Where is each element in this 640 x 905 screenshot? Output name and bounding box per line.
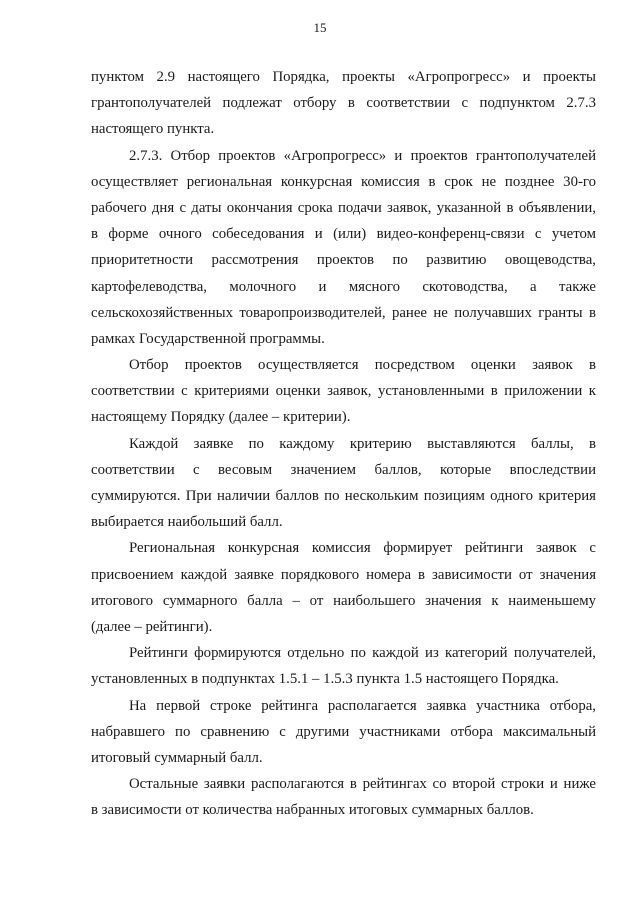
text-line: Каждой заявке по каждому критерию выставляются баллы, в: [129, 435, 596, 452]
document-body: [91, 64, 596, 823]
text-line: настоящего пункта.: [91, 121, 215, 138]
paragraph: [91, 640, 596, 692]
paragraph: [91, 143, 596, 353]
paragraph: [91, 693, 596, 772]
paragraph: [91, 431, 596, 536]
text-line: (далее – рейтинги).: [91, 618, 213, 635]
text-line: выбирается наибольший балл.: [91, 514, 283, 531]
text-line: Рейтинги формируются отдельно по каждой из категорий получателей,: [129, 645, 596, 662]
text-line: рамках Государственной программы.: [91, 330, 325, 347]
text-line: сельскохозяйственных товаропроизводителей, ранее не получавших гранты в: [91, 304, 596, 321]
text-line: в форме очного собеседования и (или) видео-конференц-связи с учетом: [91, 226, 596, 243]
text-line: соответствии с критериями оценки заявок, установленными в приложении к: [91, 383, 596, 400]
paragraph: [91, 535, 596, 640]
text-line: Отбор проектов осуществляется посредством оценки заявок в: [129, 357, 596, 374]
text-line: грантополучателей подлежат отбору в соответствии с подпунктом 2.7.3: [91, 95, 596, 112]
text-line: приоритетности рассмотрения проектов по развитию овощеводства,: [91, 252, 596, 269]
page-number: 15: [313, 20, 327, 35]
text-line: итогового суммарного балла – от наибольшего значения к наименьшему: [91, 592, 596, 609]
text-line: Остальные заявки располагаются в рейтингах со второй строки и ниже: [129, 776, 596, 793]
text-line: Региональная конкурсная комиссия формирует рейтинги заявок с: [129, 540, 596, 557]
paragraph: [91, 771, 596, 823]
text-line: картофелеводства, молочного и мясного скотоводства, а также: [91, 278, 596, 295]
text-line: установленных в подпунктах 1.5.1 – 1.5.3 пункта 1.5 настоящего Порядка.: [91, 671, 559, 688]
text-line: пунктом 2.9 настоящего Порядка, проекты «Агропрогресс» и проекты: [91, 69, 596, 85]
text-line: в зависимости от количества набранных итоговых суммарных баллов.: [91, 802, 534, 819]
text-line: 2.7.3. Отбор проектов «Агропрогресс» и проектов грантополучателей: [129, 147, 596, 164]
text-line: набравшего по сравнению с другими участниками отбора максимальный: [91, 723, 596, 740]
text-line: осуществляет региональная конкурсная комиссия в срок не позднее 30-го: [91, 173, 596, 190]
text-line: присвоением каждой заявке порядкового номера в зависимости от значения: [91, 566, 596, 583]
paragraph: [91, 64, 596, 143]
text-line: суммируются. При наличии баллов по нескольким позициям одного критерия: [91, 488, 596, 504]
text-line: итоговый суммарный балл.: [91, 749, 263, 766]
text-line: На первой строке рейтинга располагается заявка участника отбора,: [129, 697, 596, 714]
text-line: рабочего дня с даты окончания срока подачи заявок, указанной в объявлении,: [91, 199, 596, 216]
paragraph: [91, 352, 596, 431]
text-line: соответствии с весовым значением баллов, которые впоследствии: [91, 461, 596, 478]
text-line: настоящему Порядку (далее – критерии).: [91, 409, 351, 426]
